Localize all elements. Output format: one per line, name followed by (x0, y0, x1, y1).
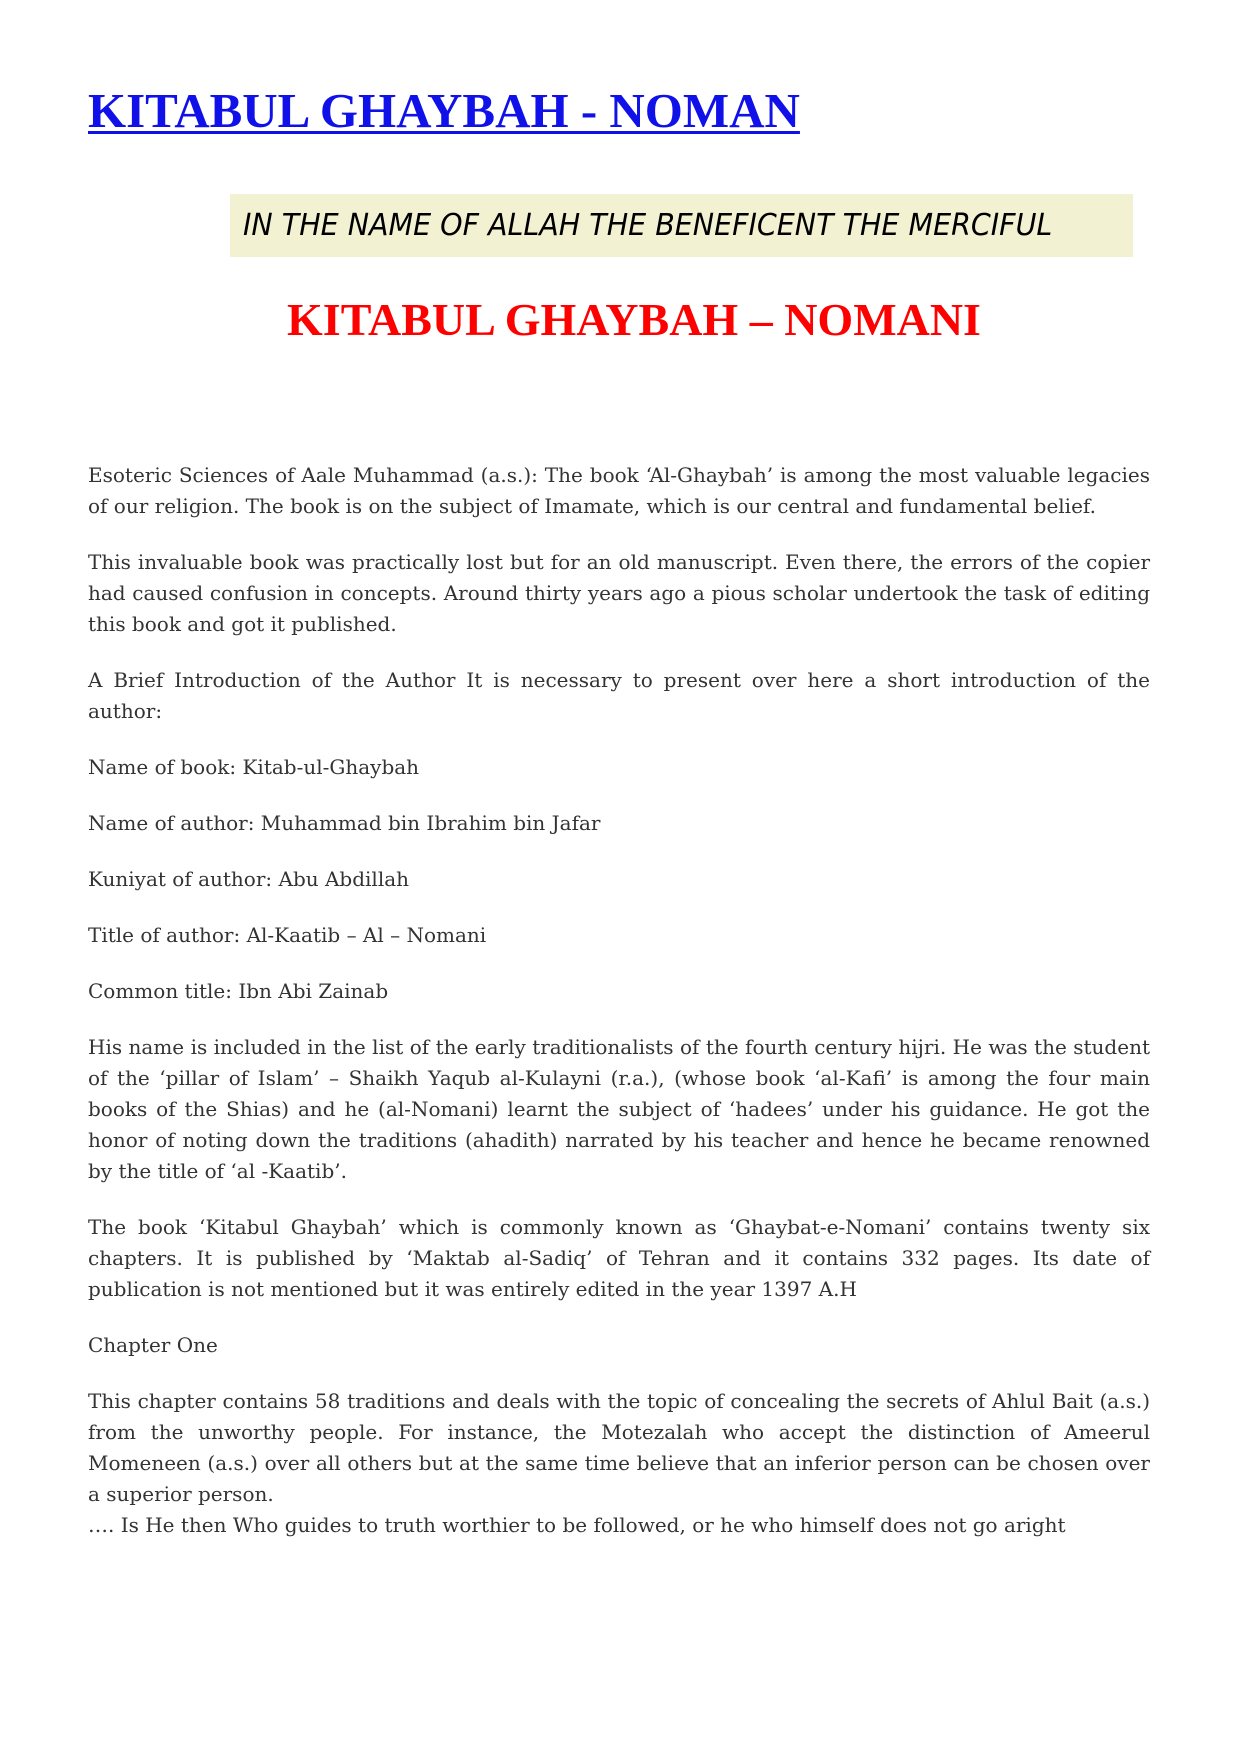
paragraph-book-name: Name of book: Kitab-ul-Ghaybah (88, 755, 420, 779)
paragraph-publication: The book ‘Kitabul Ghaybah’ which is commonly known as ‘Ghaybat-e-Nomani’ contains twenty six chapters. It is published by ‘Maktab al-Sadiq’ of Tehran and it contains 332 pages. Its date of publication is not mentioned but it was entirely edited in the year 1397 A.H (88, 1215, 1150, 1301)
body-text (88, 460, 1150, 1541)
paragraph-chapter-one: This chapter contains 58 traditions and deals with the topic of concealing the secrets of Ahlul Bait (a.s.) from the unworthy people. For instance, the Motezalah who accept the distinction of Ameerul Momeneen (a.s.) over all others but at the same time believe that an inferior person can be chosen over a superior person. (88, 1389, 1150, 1506)
bismillah-banner (230, 194, 1133, 257)
document-heading: KITABUL GHAYBAH – NOMANI (287, 294, 981, 345)
paragraph-author-title: Title of author: Al-Kaatib – Al – Nomani (88, 923, 487, 947)
paragraph-manuscript: This invaluable book was practically lost but for an old manuscript. Even there, the errors of the copier had caused confusion in concepts. Around thirty years ago a pious scholar undertook the task of editing this book and got it published. (88, 550, 1150, 636)
title-link[interactable]: KITABUL GHAYBAH - NOMAN (88, 83, 800, 138)
paragraph-biography: His name is included in the list of the early traditionalists of the fourth century hijri. He was the student of the ‘pillar of Islam’ – Shaikh Yaqub al-Kulayni (r.a.), (whose book ‘al-Kafi’ is among the four main books of the Shias) and he (al-Nomani) learnt the subject of ‘hadees’ under his guidance. He got the honor of noting down the traditions (ahadith) narrated by his teacher and hence he became renowned by the title of ‘al -Kaatib’. (88, 1035, 1150, 1183)
banner-text: IN THE NAME OF ALLAH THE BENEFICENT THE MERCIFUL (243, 208, 1053, 243)
paragraph-kuniyat: Kuniyat of author: Abu Abdillah (88, 867, 410, 891)
paragraph-chapter-heading: Chapter One (88, 1333, 218, 1357)
paragraph-common-title: Common title: Ibn Abi Zainab (88, 979, 389, 1003)
paragraph-author-name: Name of author: Muhammad bin Ibrahim bin Jafar (88, 811, 601, 835)
paragraph-intro: Esoteric Sciences of Aale Muhammad (a.s.): The book ‘Al-Ghaybah’ is among the most valuable legacies of our religion. The book is on the subject of Imamate, which is our central and fundamental belief. (88, 463, 1150, 518)
paragraph-author-intro: A Brief Introduction of the Author It is necessary to present over here a short introduction of the author: (88, 668, 1150, 723)
paragraph-quote: …. Is He then Who guides to truth worthier to be followed, or he who himself does not go aright (88, 1513, 1066, 1537)
